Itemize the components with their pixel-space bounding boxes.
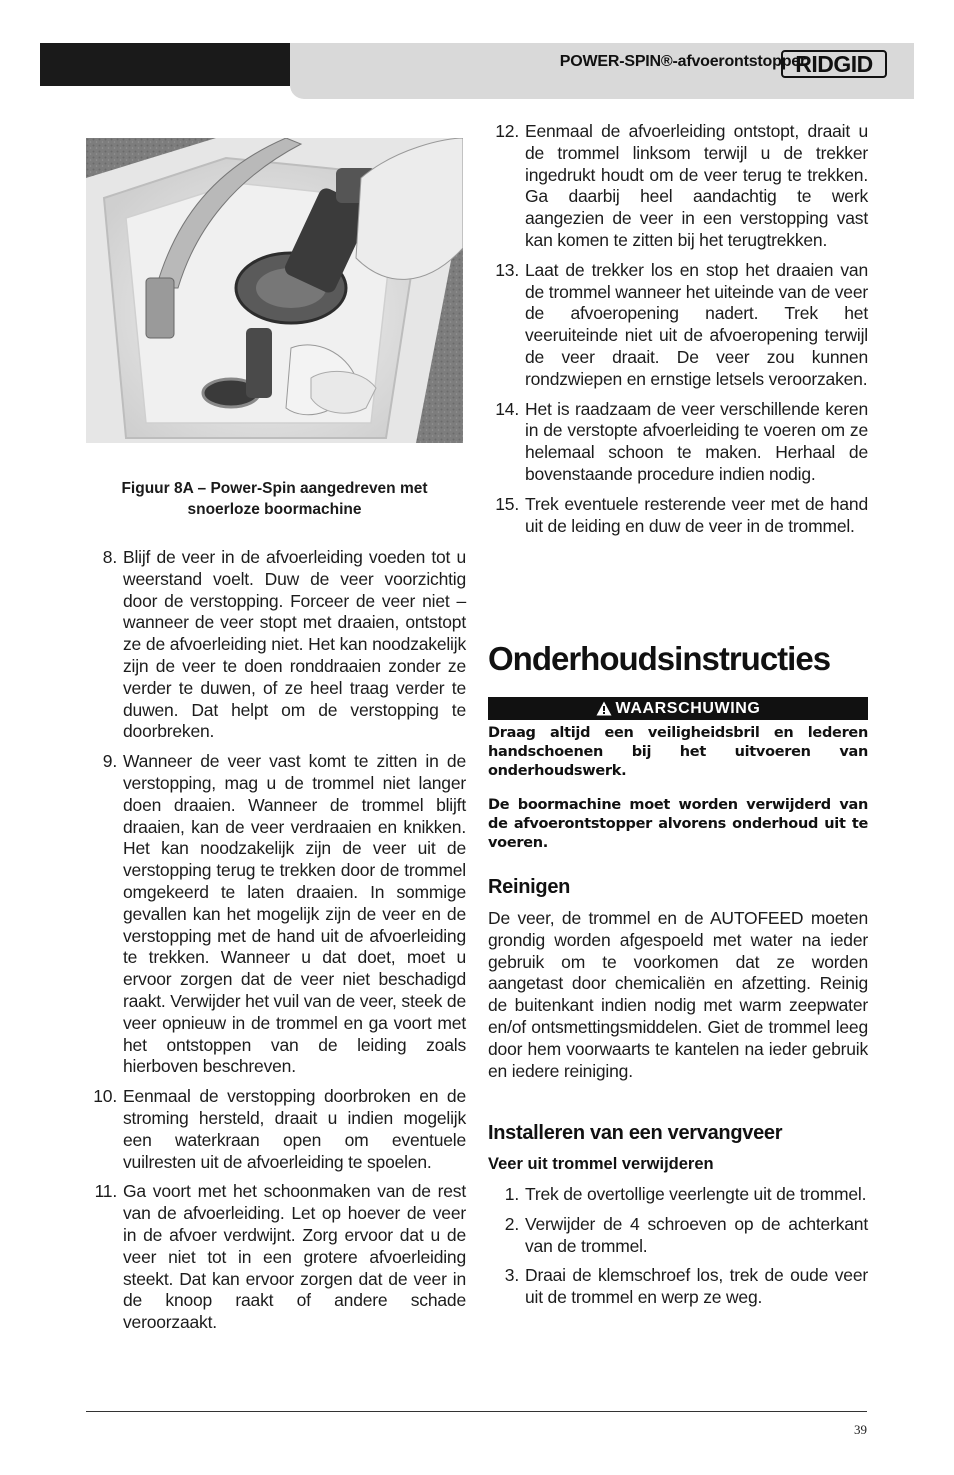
figure-caption [86, 478, 463, 520]
list-item-number: 14. [495, 398, 519, 419]
list-item-number: 2. [504, 1213, 519, 1234]
list-item-number: 3. [504, 1265, 519, 1286]
header-title: POWER-SPIN®-afvoerontstopper [559, 53, 806, 70]
list-item-text: Eenmaal de verstopping doorbroken en de stroming hersteld, draait u indien mogelijk een waterkraan open om eventuele vuilresten uit de afvoerleiding te spoelen. [123, 1086, 466, 1172]
list-item-number: 11. [94, 1181, 117, 1202]
list-item-number: 15. [495, 493, 519, 514]
list-item [86, 1181, 466, 1334]
right-instruction-list [488, 121, 868, 545]
warning-banner [488, 697, 868, 720]
figure-caption-line-2: snoerloze boormachine [187, 501, 362, 518]
warning-text-2: De boormachine moet worden verwijderd van de afvoerontstopper alvorens onderhoud uit te voeren. [488, 797, 868, 851]
svg-text:RIDGID: RIDGID [795, 51, 873, 77]
list-item-text: Wanneer de veer vast komt te zitten in de verstopping, mag u de trommel niet langer doen draaien. Wanneer de trommel blijft draaien, kan de veer verdraaien en knikken. Het kan noodzakelijk zijn de veer uit de verstopping terug te trekken door de trommel omgekeerd te laten draaien. In sommige gevallen kan het mogelijk zijn de veer en de verstopping met de hand uit de afvoerleiding te trekken. Wanneer u dat doet, moet u ervoor zorgen dat de veer niet beschadigd raakt. Verwijder het vuil van de veer, steek de veer opnieuw in de trommel en ga voort met het ontstoppen van de leiding zoals hierboven beschreven. [123, 751, 466, 1077]
subsection-title-replace-spring: Installeren van een vervangveer [488, 1122, 783, 1144]
list-item [86, 547, 466, 743]
list-item [488, 260, 868, 391]
list-item-text: Eenmaal de afvoerleiding ontstopt, draait u de trommel linksom terwijl u de trekker ingedrukt houdt om de veer terug te trekken. Ga daarbij heel aandachtig te werk aangezien de veer in een verstopping vast kan komen te zitten bij het terugtrekken. [525, 121, 868, 250]
list-item [488, 494, 868, 538]
ridgid-logo [781, 50, 887, 78]
warning-label: WAARSCHUWING [615, 700, 761, 717]
page-number: 39 [854, 1422, 867, 1437]
list-item-number: 13. [495, 259, 519, 280]
list-item-number: 1. [504, 1184, 519, 1204]
list-item-number: 8. [102, 547, 117, 567]
list-item-text: Blijf de veer in de afvoerleiding voeden tot u weerstand voelt. Duw de veer voorzichtig door de verstopping. Forceer de veer niet – wanneer de veer stopt met draaien, ontstopt ze de afvoerleiding niet. Het kan noodzakelijk zijn de veer te doen ronddraaien zonder ze verder te duwen, of ze heel traag verder te duwen. Dat helpt om de verstopping te doorbreken. [123, 547, 466, 742]
section-title-maintenance: Onderhoudsinstructies [488, 640, 831, 677]
list-item [86, 1086, 466, 1173]
left-instruction-list [86, 547, 466, 1342]
list-item-number: 9. [102, 751, 117, 772]
footer-rule [86, 1411, 867, 1412]
subheading-remove-spring: Veer uit trommel verwijderen [488, 1155, 714, 1173]
list-item-text: Verwijder de 4 schroeven op de achterkant van de trommel. [525, 1213, 868, 1256]
list-item [488, 121, 868, 252]
warning-triangle-icon [596, 701, 612, 716]
remove-spring-steps [488, 1184, 868, 1317]
list-item [488, 399, 868, 486]
list-item-text: Trek de overtollige veerlengte uit de trommel. [525, 1184, 867, 1204]
list-item [488, 1184, 868, 1206]
header-black-band [40, 43, 290, 86]
list-item-text: Ga voort met het schoonmaken van de rest van de afvoerleiding. Let op hoever de veer in de afvoer verdwijnt. Zorg ervoor dat u de veer niet tot in een grotere afvoerleiding steekt. Dat kan ervoor zorgen dat de veer in de knoop raakt of andere schade veroorzaakt. [123, 1181, 466, 1333]
list-item-text: Draai de klemschroef los, trek de oude veer uit de trommel en werp ze weg. [525, 1265, 868, 1308]
list-item [86, 751, 466, 1078]
list-item [488, 1214, 868, 1258]
list-item-number: 10. [93, 1086, 117, 1107]
list-item-text: Laat de trekker los en stop het draaien van de trommel wanneer het uiteinde van de veer de afvoeropening nadert. Trek het veeruiteinde niet uit de afvoeropening terwijl de veer draait. De veer zou kunnen rondzwiepen en ernstige letsels veroorzaken. [525, 259, 868, 389]
cleaning-paragraph: De veer, de trommel en de AUTOFEED moeten grondig worden afgespoeld met water na ieder gebruik om te voorkomen dat ze worden aangetast door chemicaliën en afzetting. Reinig de buitenkant indien nodig met warm zeepwater en/of ontsmettingsmiddelen. Giet de trommel leeg door hem voorwaarts te kantelen na ieder gebruik en iedere reiniging. [488, 908, 868, 1081]
list-item-text: Het is raadzaam de veer verschillende keren in de verstopte afvoerleiding te voeren om ze helemaal schoon te maken. Herhaal de bovenstaande procedure indien nodig. [525, 398, 868, 484]
list-item-number: 12. [495, 121, 519, 141]
warning-text-1: Draag altijd een veiligheidsbril en lederen handschoenen bij het uitvoeren van onderhoudswerk. [488, 725, 868, 779]
list-item-text: Trek eventuele resterende veer met de hand uit de leiding en duw de veer in de trommel. [525, 493, 868, 536]
figure-8a-photo [86, 138, 463, 443]
subsection-title-cleaning: Reinigen [488, 876, 571, 898]
figure-caption-line-1: Figuur 8A – Power-Spin aangedreven met [121, 480, 428, 497]
list-item [488, 1265, 868, 1309]
